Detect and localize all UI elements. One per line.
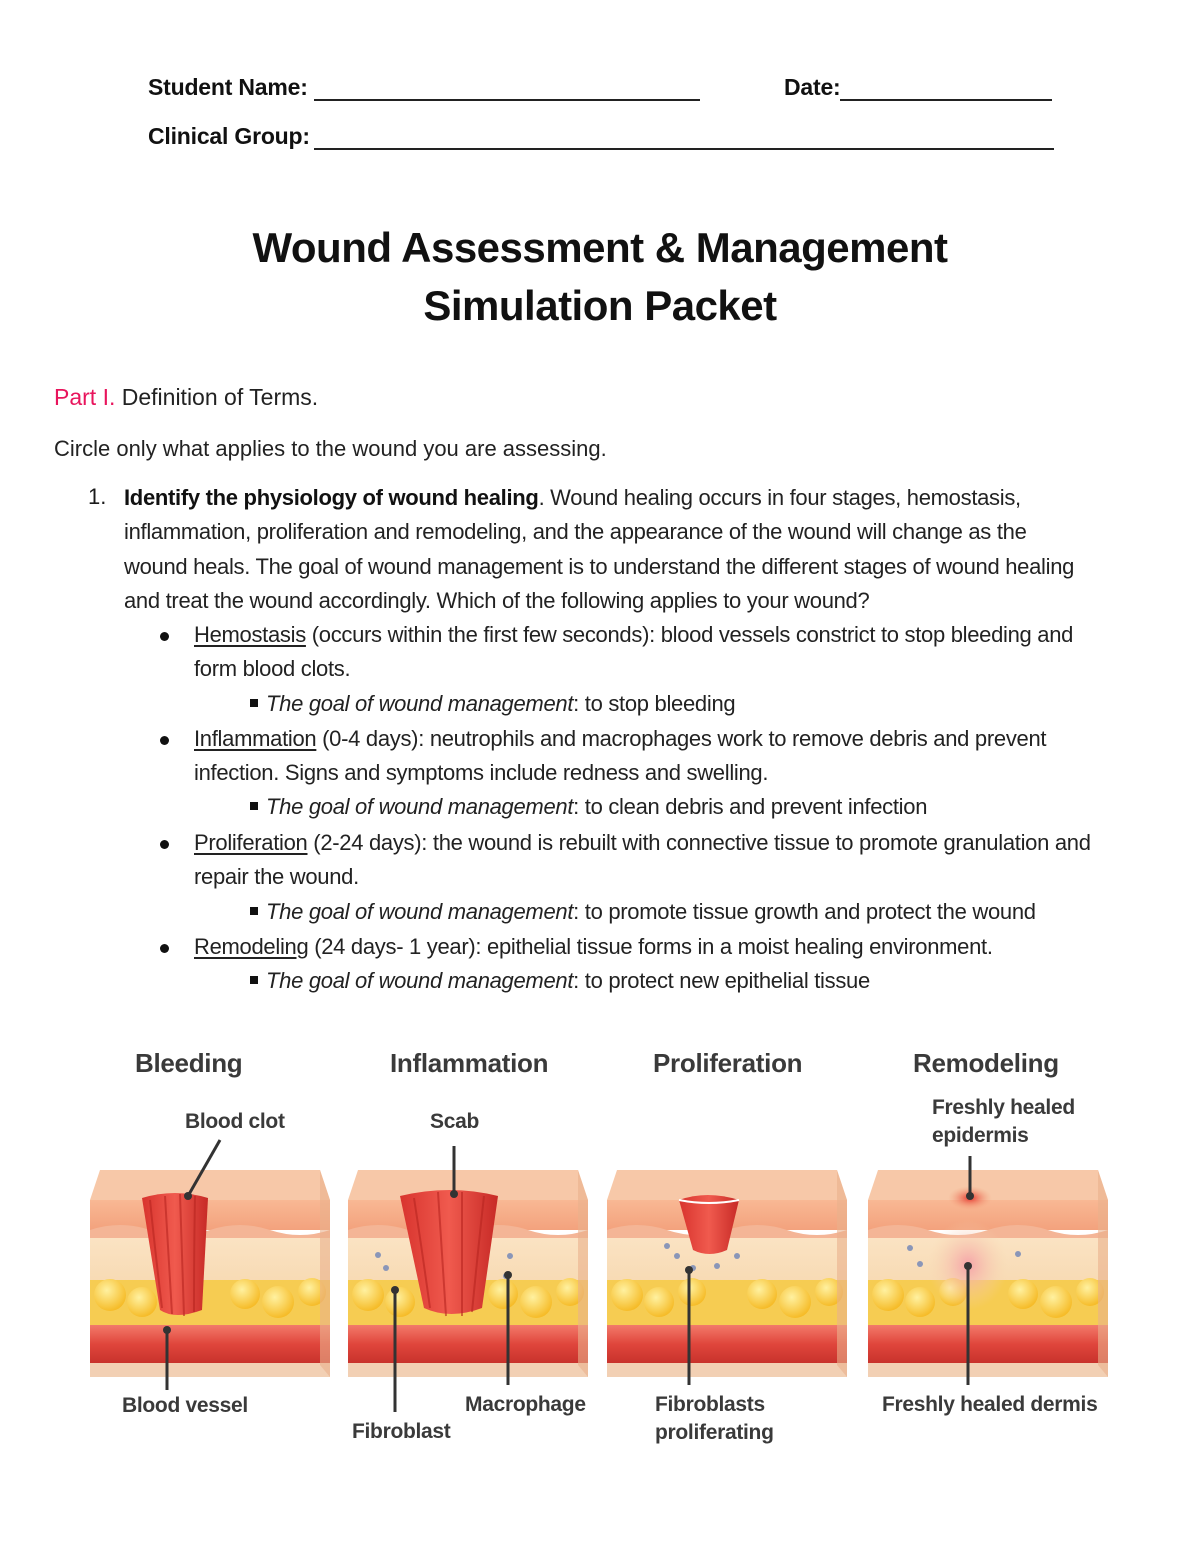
date-label: Date: [784,74,841,100]
bullet-icon [160,736,169,745]
stage-desc: (2-24 days): the wound is rebuilt with connective tissue to promote granulation and [307,830,1091,855]
date-line[interactable] [840,99,1052,101]
goal-hemostasis[interactable] [250,687,735,721]
bullet-icon [160,632,169,641]
figure-title-inflammation: Inflammation [390,1048,549,1078]
label-fibroblasts-line2: proliferating [655,1421,774,1444]
stage-desc-line2: infection. Signs and symptoms include redness and swelling. [194,760,769,786]
label-blood-vessel: Blood vessel [122,1394,248,1417]
figure-title-bleeding: Bleeding [135,1048,243,1078]
label-blood-clot: Blood clot [185,1110,285,1133]
stage-desc: (occurs within the first few seconds): blood vessels constrict to stop bleeding and [305,622,1074,647]
label-freshly-healed-dermis: Freshly healed dermis [882,1393,1098,1416]
bullet-icon [160,840,169,849]
page-title-line1: Wound Assessment & Management [252,224,948,271]
goal-label: The goal of wound management [266,899,574,924]
stage-proliferation[interactable] [194,826,1154,895]
stage-hemostasis[interactable] [194,618,1154,687]
label-scab: Scab [430,1110,479,1133]
goal-text: : to promote tissue growth and protect the wound [573,899,1036,924]
item1-line3: wound heals. The goal of wound management is to understand the different stages of wound healing [124,553,1075,579]
goal-remodeling[interactable] [250,964,870,998]
page-title-line2: Simulation Packet [423,282,777,329]
goal-text: : to stop bleeding [573,691,736,716]
part-heading [54,384,318,411]
bullet-icon [160,944,169,953]
label-fibroblasts-proliferating [655,1391,774,1447]
part-heading-text: Definition of Terms. [121,384,319,410]
instruction: Circle only what applies to the wound you are assessing. [54,436,607,461]
part-label: Part I. [54,384,116,410]
label-macrophage: Macrophage [465,1393,586,1416]
label-freshly-healed-epidermis [932,1094,1075,1150]
square-bullet-icon [250,699,258,707]
goal-label: The goal of wound management [266,691,574,716]
goal-text: : to protect new epithelial tissue [573,968,870,993]
square-bullet-icon [250,802,258,810]
stage-remodeling[interactable] [194,930,1154,964]
stage-name: Hemostasis [194,622,306,647]
label-fibroblast: Fibroblast [352,1420,451,1443]
student-name-line[interactable] [314,99,700,101]
stage-desc: (0-4 days): neutrophils and macrophages work to remove debris and prevent [316,726,1047,751]
item1-line2: inflammation, proliferation and remodeling, and the appearance of the wound will change as the [124,519,1027,545]
square-bullet-icon [250,976,258,984]
label-epidermis-line2: epidermis [932,1124,1029,1147]
stage-desc: (24 days- 1 year): epithelial tissue forms in a moist healing environment. [308,934,993,959]
goal-inflammation[interactable] [250,790,927,824]
item1-paragraph [124,481,1154,618]
clinical-group-line[interactable] [314,148,1054,150]
item1-line4: and treat the wound accordingly. Which of the following applies to your wound? [124,587,870,613]
item1-bold: Identify the physiology of wound healing [124,485,539,510]
stage-name: Inflammation [194,726,317,751]
item1-line1: . Wound healing occurs in four stages, hemostasis, [538,485,1021,510]
label-epidermis-line1: Freshly healed [932,1096,1075,1119]
stage-desc-line2: form blood clots. [194,656,351,682]
student-name-label: Student Name: [148,74,308,100]
clinical-group-label: Clinical Group: [148,123,310,149]
square-bullet-icon [250,907,258,915]
stage-desc-line2: repair the wound. [194,864,359,890]
goal-text: : to clean debris and prevent infection [573,794,928,819]
label-fibroblasts-line1: Fibroblasts [655,1393,765,1416]
goal-label: The goal of wound management [266,968,574,993]
stage-name: Remodeling [194,934,309,959]
item-number: 1. [88,484,107,509]
goal-proliferation[interactable] [250,895,1036,929]
goal-label: The goal of wound management [266,794,574,819]
stage-inflammation[interactable] [194,722,1154,791]
figure-title-proliferation: Proliferation [653,1048,803,1078]
figure-title-remodeling: Remodeling [913,1048,1059,1078]
stage-name: Proliferation [194,830,308,855]
